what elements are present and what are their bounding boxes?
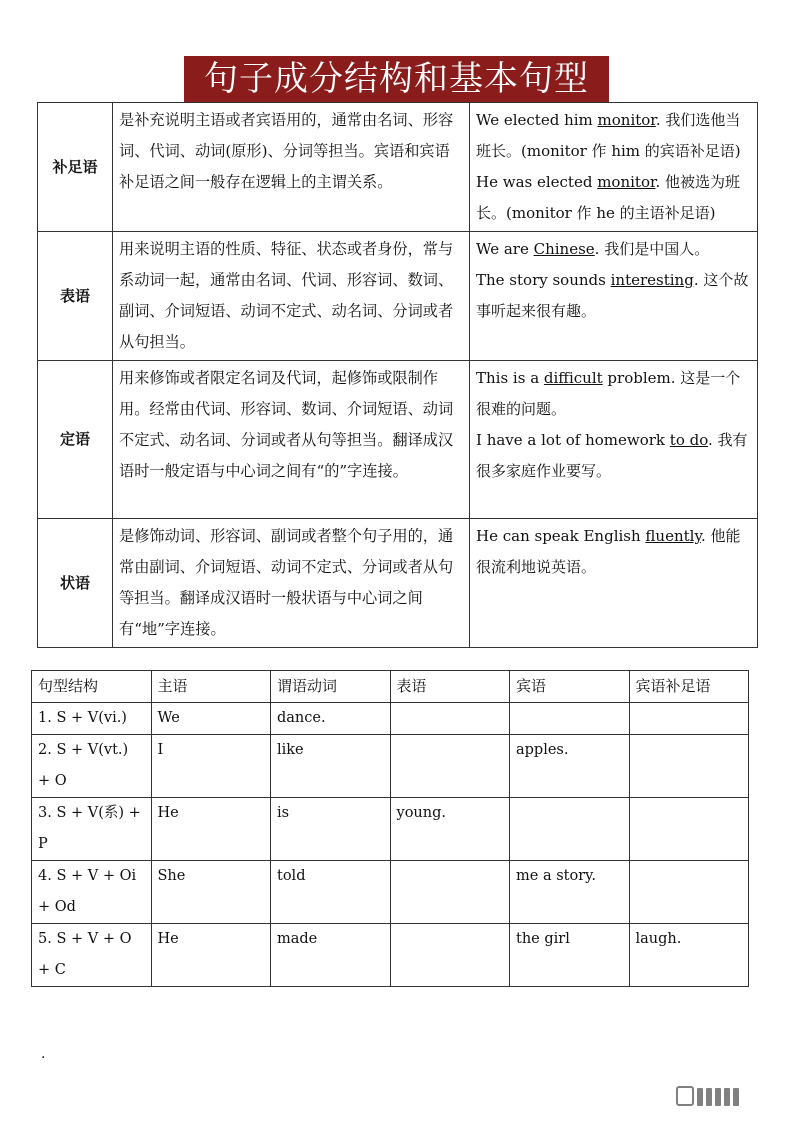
example-sentence <box>476 265 751 327</box>
pattern-cell: laugh. <box>629 924 749 987</box>
example-sentence <box>476 425 751 487</box>
component-term: 状语 <box>38 519 113 648</box>
pattern-cell: dance. <box>271 703 391 735</box>
example-text: We are <box>476 240 534 258</box>
pattern-cell <box>629 735 749 798</box>
page-title: 句子成分结构和基本句型 <box>184 56 609 102</box>
component-term: 定语 <box>38 361 113 519</box>
underlined-component: to do <box>669 431 708 449</box>
component-definition: 是补充说明主语或者宾语用的，通常由名词、形容词、代词、动词(原形)、分词等担当。宾语和宾语补足语之间一般存在逻辑上的主谓关系。 <box>113 103 470 232</box>
component-row <box>38 232 758 361</box>
example-text: . 这个故事听起来很有趣。 <box>476 271 749 320</box>
example-text: I have a lot of homework <box>476 431 670 449</box>
example-text: . 我们是中国人。 <box>594 240 710 258</box>
example-text: He was elected <box>476 173 598 191</box>
component-term: 表语 <box>38 232 113 361</box>
example-text: . 他被选为班长。(monitor 作 he 的主语补足语) <box>476 173 741 222</box>
pattern-cell: made <box>271 924 391 987</box>
underlined-component: monitor <box>597 173 656 191</box>
sentence-components-table <box>37 102 758 648</box>
example-sentence <box>476 234 751 265</box>
component-definition: 是修饰动词、形容词、副词或者整个句子用的，通常由副词、介词短语、动词不定式、分词或者从句等担当。翻译成汉语时一般状语与中心词之间有“地”字连接。 <box>113 519 470 648</box>
pattern-cell: He <box>151 924 271 987</box>
underlined-component: interesting <box>610 271 694 289</box>
pattern-cell: me a story. <box>510 861 630 924</box>
pattern-cell <box>390 861 510 924</box>
pattern-cell: 1. S + V(vi.) <box>32 703 152 735</box>
pattern-header-row <box>32 671 749 703</box>
underlined-component: difficult <box>543 369 603 387</box>
pattern-cell <box>390 924 510 987</box>
component-examples <box>470 103 758 232</box>
example-sentence <box>476 167 751 229</box>
pattern-cell: I <box>151 735 271 798</box>
column-header: 谓语动词 <box>271 671 391 703</box>
example-text: The story sounds <box>476 271 611 289</box>
sentence-patterns-table <box>31 670 749 987</box>
title-banner <box>0 56 793 102</box>
pattern-cell <box>629 798 749 861</box>
pattern-cell: told <box>271 861 391 924</box>
example-text: He can speak English <box>476 527 646 545</box>
column-header: 句型结构 <box>32 671 152 703</box>
pattern-cell <box>629 861 749 924</box>
component-examples <box>470 519 758 648</box>
component-row <box>38 361 758 519</box>
component-examples <box>470 361 758 519</box>
pattern-row <box>32 735 749 798</box>
example-sentence <box>476 521 751 583</box>
pattern-cell: 2. S + V(vt.) + O <box>32 735 152 798</box>
example-text: problem. 这是一个很难的问题。 <box>476 369 741 418</box>
example-text: . 我们选他当班长。(monitor 作 him 的宾语补足语) <box>476 111 741 160</box>
watermark-icon <box>676 1086 739 1106</box>
pattern-row <box>32 924 749 987</box>
component-definition: 用来修饰或者限定名词及代词，起修饰或限制作用。经常由代词、形容词、数词、介词短语、动词不定式、动名词、分词或者从句等担当。翻译成汉语时一般定语与中心词之间有“的”字连接。 <box>113 361 470 519</box>
component-row <box>38 519 758 648</box>
component-definition: 用来说明主语的性质、特征、状态或者身份，常与系动词一起，通常由名词、代词、形容词、数词、副词、介词短语、动词不定式、动名词、分词或者从句担当。 <box>113 232 470 361</box>
underlined-component: fluently <box>645 527 701 545</box>
pattern-cell: She <box>151 861 271 924</box>
pattern-cell: We <box>151 703 271 735</box>
pattern-row <box>32 703 749 735</box>
column-header: 宾语补足语 <box>629 671 749 703</box>
pattern-row <box>32 798 749 861</box>
column-header: 主语 <box>151 671 271 703</box>
pattern-cell <box>390 703 510 735</box>
pattern-cell: 3. S + V(系) + P <box>32 798 152 861</box>
underlined-component: Chinese <box>533 240 595 258</box>
column-header: 表语 <box>390 671 510 703</box>
pattern-cell <box>510 798 630 861</box>
component-examples <box>470 232 758 361</box>
pattern-cell: young. <box>390 798 510 861</box>
pattern-row <box>32 861 749 924</box>
pattern-cell: is <box>271 798 391 861</box>
component-term: 补足语 <box>38 103 113 232</box>
pattern-cell: like <box>271 735 391 798</box>
pattern-cell <box>510 703 630 735</box>
underlined-component: monitor <box>597 111 656 129</box>
example-text: . 我有很多家庭作业要写。 <box>476 431 748 480</box>
component-row <box>38 103 758 232</box>
example-sentence <box>476 105 751 167</box>
pattern-cell: 5. S + V + O + C <box>32 924 152 987</box>
pattern-cell <box>390 735 510 798</box>
example-text: . 他能很流利地说英语。 <box>476 527 741 576</box>
pattern-cell <box>629 703 749 735</box>
pattern-cell: 4. S + V + Oi + Od <box>32 861 152 924</box>
column-header: 宾语 <box>510 671 630 703</box>
example-text: This is a <box>476 369 544 387</box>
footer-dot: . <box>41 1046 46 1062</box>
example-sentence <box>476 363 751 425</box>
pattern-cell: apples. <box>510 735 630 798</box>
pattern-cell: He <box>151 798 271 861</box>
example-text: We elected him <box>476 111 598 129</box>
pattern-cell: the girl <box>510 924 630 987</box>
